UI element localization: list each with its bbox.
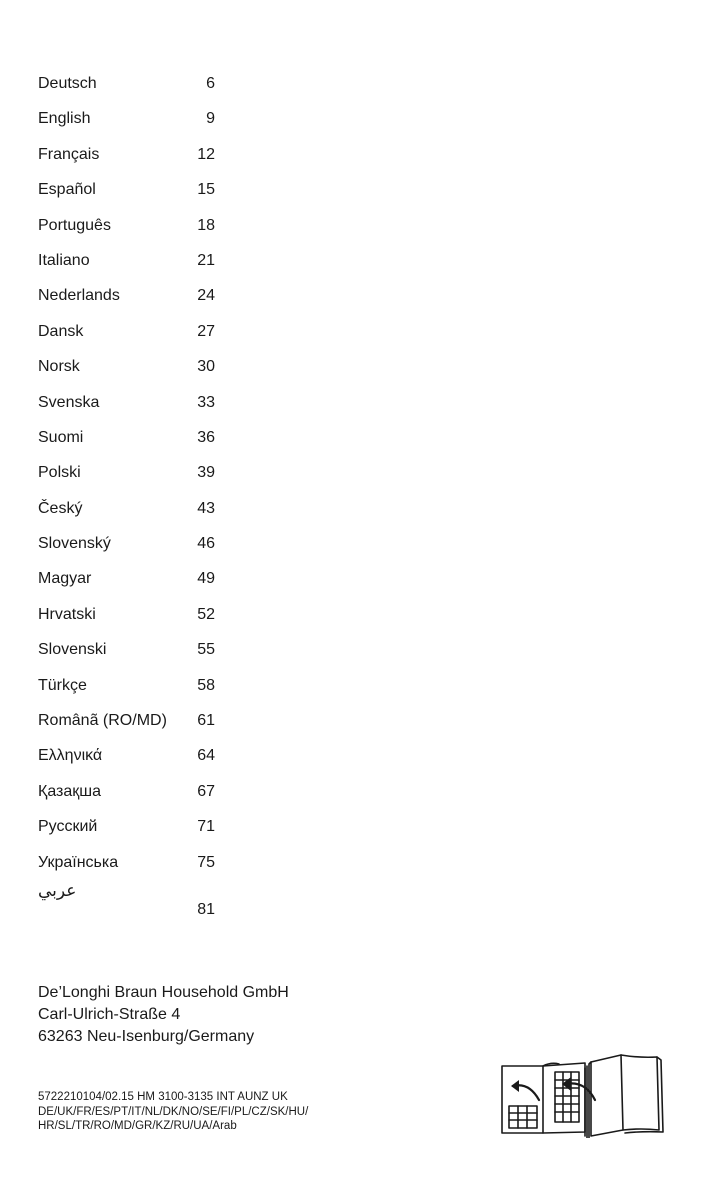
company-name: De’Longhi Braun Household GmbH: [38, 984, 289, 1001]
language-index: [38, 66, 218, 922]
toc-row: [38, 385, 218, 420]
toc-row: [38, 703, 218, 738]
toc-page-number: 81: [197, 900, 215, 918]
toc-row: [38, 172, 218, 207]
toc-language: Ελληνικά: [38, 747, 103, 765]
city-country: 63263 Neu-Isenburg/Germany: [38, 1028, 255, 1045]
toc-language: Hrvatski: [38, 605, 96, 623]
toc-row: [38, 455, 218, 490]
toc-language: Español: [38, 181, 96, 199]
toc-row: [38, 526, 218, 561]
toc-page-number: 64: [197, 747, 215, 765]
toc-page-number: 33: [197, 393, 215, 411]
toc-page-number: 71: [197, 818, 215, 836]
toc-language: Suomi: [38, 428, 84, 446]
manufacturer-address: [38, 982, 289, 1048]
country-codes-line: HR/SL/TR/RO/MD/GR/KZ/RU/UA/Arab: [38, 1120, 237, 1132]
toc-page-number: 46: [197, 535, 215, 553]
toc-page-number: 6: [206, 75, 215, 92]
toc-row: [38, 632, 218, 667]
toc-row: [38, 137, 218, 172]
toc-row: [38, 243, 218, 278]
toc-page-number: 24: [197, 287, 215, 305]
toc-row: [38, 278, 218, 313]
toc-row: [38, 101, 218, 136]
toc-language: Deutsch: [38, 75, 97, 92]
toc-language: Norsk: [38, 358, 80, 376]
toc-row: [38, 880, 218, 922]
toc-language: English: [38, 110, 91, 128]
toc-language: Français: [38, 145, 100, 163]
toc-row: [38, 349, 218, 384]
toc-page-number: 75: [197, 853, 215, 871]
toc-language: Русский: [38, 818, 98, 836]
toc-page-number: 67: [197, 782, 215, 800]
country-codes-line: DE/UK/FR/ES/PT/IT/NL/DK/NO/SE/FI/PL/CZ/SK/HU/: [38, 1105, 309, 1118]
toc-language: Türkçe: [38, 676, 87, 694]
toc-row: [38, 774, 218, 809]
toc-language: Svenska: [38, 393, 100, 411]
toc-page-number: 30: [197, 358, 215, 376]
open-booklet-page-turn-icon: [499, 1052, 671, 1138]
toc-row: [38, 420, 218, 455]
toc-page-number: 9: [206, 110, 215, 128]
toc-language: Český: [38, 499, 83, 517]
toc-language: Nederlands: [38, 287, 120, 305]
toc-language: Polski: [38, 464, 81, 482]
toc-row: [38, 668, 218, 703]
toc-language: Dansk: [38, 322, 84, 340]
toc-row: [38, 597, 218, 632]
toc-page-number: 61: [197, 712, 215, 730]
toc-language: Italiano: [38, 251, 90, 269]
toc-row: [38, 738, 218, 773]
toc-language: Slovenski: [38, 641, 107, 659]
toc-page-number: 58: [197, 676, 215, 694]
toc-row: [38, 491, 218, 526]
toc-language: Magyar: [38, 570, 92, 588]
toc-page-number: 18: [197, 216, 215, 234]
street-address: Carl-Ulrich-Straße 4: [38, 1006, 181, 1023]
toc-page-number: 15: [197, 181, 215, 199]
toc-language: Slovenský: [38, 535, 111, 553]
toc-row: [38, 561, 218, 596]
toc-language: Românã (RO/MD): [38, 712, 167, 730]
document-codes: [38, 1090, 308, 1134]
toc-language: Português: [38, 216, 111, 234]
toc-page-number: 52: [197, 605, 215, 623]
toc-row: [38, 208, 218, 243]
toc-language: Қазақша: [38, 782, 102, 800]
toc-row: [38, 314, 218, 349]
toc-language: عربي: [38, 880, 77, 900]
document-code-line: 5722210104/02.15 HM 3100-3135 INT AUNZ UK: [38, 1091, 288, 1103]
toc-row: [38, 809, 218, 844]
toc-page-number: 39: [197, 464, 215, 482]
toc-page-number: 21: [197, 251, 215, 269]
toc-page-number: 12: [197, 145, 215, 163]
toc-row: [38, 66, 218, 101]
toc-language: Українська: [38, 853, 119, 871]
toc-page-number: 27: [197, 322, 215, 340]
toc-page-number: 55: [197, 641, 215, 659]
toc-page-number: 36: [197, 428, 215, 446]
toc-page-number: 49: [197, 570, 215, 588]
toc-page-number: 43: [197, 499, 215, 517]
